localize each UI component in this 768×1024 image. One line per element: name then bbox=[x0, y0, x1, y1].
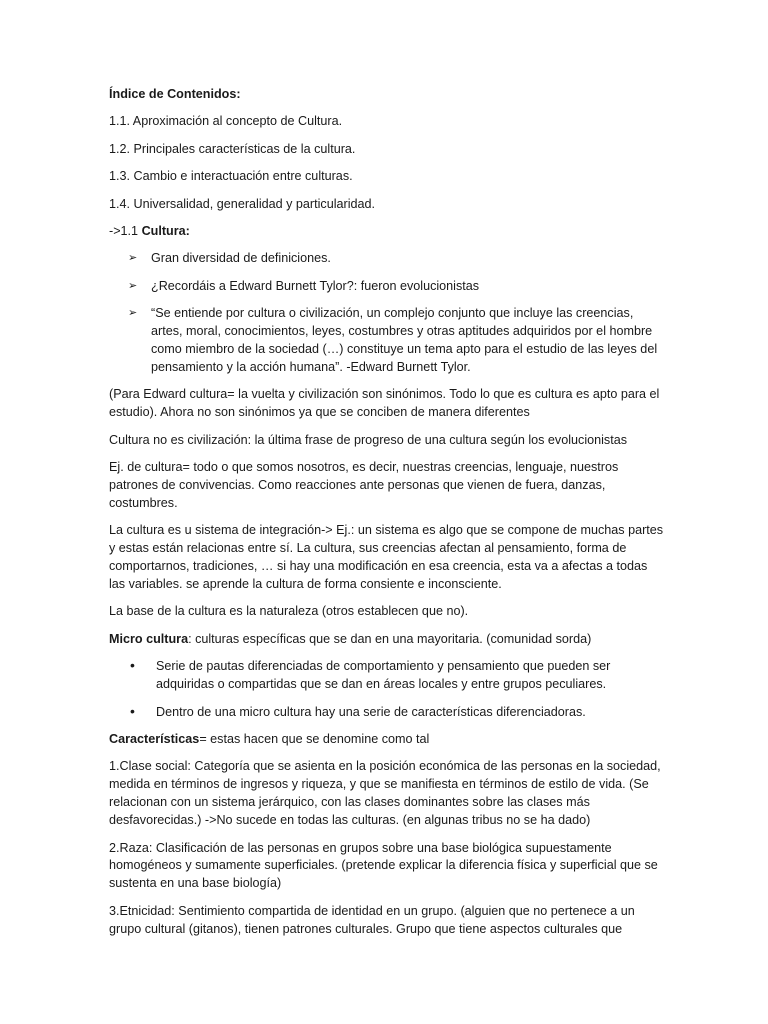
list-item: ➢ Gran diversidad de definiciones. bbox=[109, 250, 664, 268]
arrow-bullet-icon: ➢ bbox=[128, 252, 138, 265]
body-paragraph: Ej. de cultura= todo o que somos nosotros, es decir, nuestras creencias, lenguaje, nuestros patrones de convivencias. Como reacciones ante personas que vienen de fuera, danzas, costumbres. bbox=[109, 460, 619, 510]
characteristic-item: 1.Clase social: Categoría que se asienta en la posición económica de las personas en la sociedad, medida en términos de ingresos y riqueza, y que se manifiesta en términos de estilo de vida. (Se relacionan con un sistema jerárquico, con las clases dominantes sobre las clases más desfavorecidas.) ->No sucede en todas las culturas. (en algunas tribus no se ha dado) bbox=[109, 759, 661, 828]
body-paragraph: (Para Edward cultura= la vuelta y civilización son sinónimos. Todo lo que es cultura es apto para el estudio). Ahora no son sinónimos ya que se conciben de manera diferentes bbox=[109, 387, 660, 420]
body-paragraph: La cultura es u sistema de integración-> Ej.: un sistema es algo que se compone de muchas partes y estas están relacionas entre sí. La cultura, sus creencias afectan al pensamiento, forma de comportarnos, tradiciones, … si hay una modificación en esa creencia, esta va a afectas a todas las variables. se aprende la cultura de forma consiente e inconsciente. bbox=[109, 523, 664, 592]
micro-culture-bullet-list bbox=[109, 658, 664, 721]
dot-bullet-icon: • bbox=[130, 702, 135, 719]
micro-culture-definition: Micro cultura: culturas específicas que se dan en una mayoritaria. (comunidad sorda) bbox=[109, 631, 592, 646]
characteristic-item: 3.Etnicidad: Sentimiento compartida de identidad en un grupo. (alguien que no pertenece a un grupo cultural (gitanos), tienen patrones culturales. Grupo que tiene aspectos culturales que bbox=[109, 903, 635, 936]
body-paragraph: La base de la cultura es la naturaleza (otros establecen que no). bbox=[109, 604, 469, 619]
list-item: ➢ ¿Recordáis a Edward Burnett Tylor?: fueron evolucionistas bbox=[109, 278, 664, 296]
index-item: 1.3. Cambio e interactuación entre culturas. bbox=[109, 169, 353, 184]
section-heading: ->1.1 Cultura: bbox=[109, 224, 190, 239]
document-body bbox=[109, 86, 664, 948]
characteristics-definition: Características= estas hacen que se denomine como tal bbox=[109, 731, 430, 746]
list-item: • Dentro de una micro cultura hay una serie de características diferenciadoras. bbox=[130, 702, 586, 719]
culture-bullet-list bbox=[109, 250, 664, 376]
index-item: 1.2. Principales características de la cultura. bbox=[109, 141, 356, 156]
index-item: 1.1. Aproximación al concepto de Cultura. bbox=[109, 114, 343, 129]
dot-bullet-icon: • bbox=[130, 657, 135, 674]
arrow-bullet-icon: ➢ bbox=[128, 279, 138, 292]
characteristic-item: 2.Raza: Clasificación de las personas en grupos sobre una base biológica supuestamente homogéneos y sumamente superficiales. (pretende explicar la diferencia física y superficial que se sustenta en una base biología) bbox=[109, 840, 658, 891]
index-title: Índice de Contenidos: bbox=[109, 87, 241, 101]
body-paragraph: Cultura no es civilización: la última frase de progreso de una cultura según los evolucionistas bbox=[109, 432, 628, 447]
arrow-bullet-icon: ➢ bbox=[128, 307, 138, 320]
index-item: 1.4. Universalidad, generalidad y particularidad. bbox=[109, 196, 376, 211]
list-item: ➢ “Se entiende por cultura o civilización, un complejo conjunto que incluye las creencias, artes, moral, conocimientos, leyes, costumbres y otras aptitudes adquiridos por el hombre como miembro de la sociedad (…) constituye un tema apto para el estudio de las leyes del pensamiento y la acción humana”. -Edward Burnett Tylor. bbox=[128, 306, 658, 374]
list-item: • Serie de pautas diferenciadas de comportamiento y pensamiento que pueden ser adquiridas o compartidas que se dan en áreas locales y entre grupos peculiares. bbox=[130, 657, 611, 692]
